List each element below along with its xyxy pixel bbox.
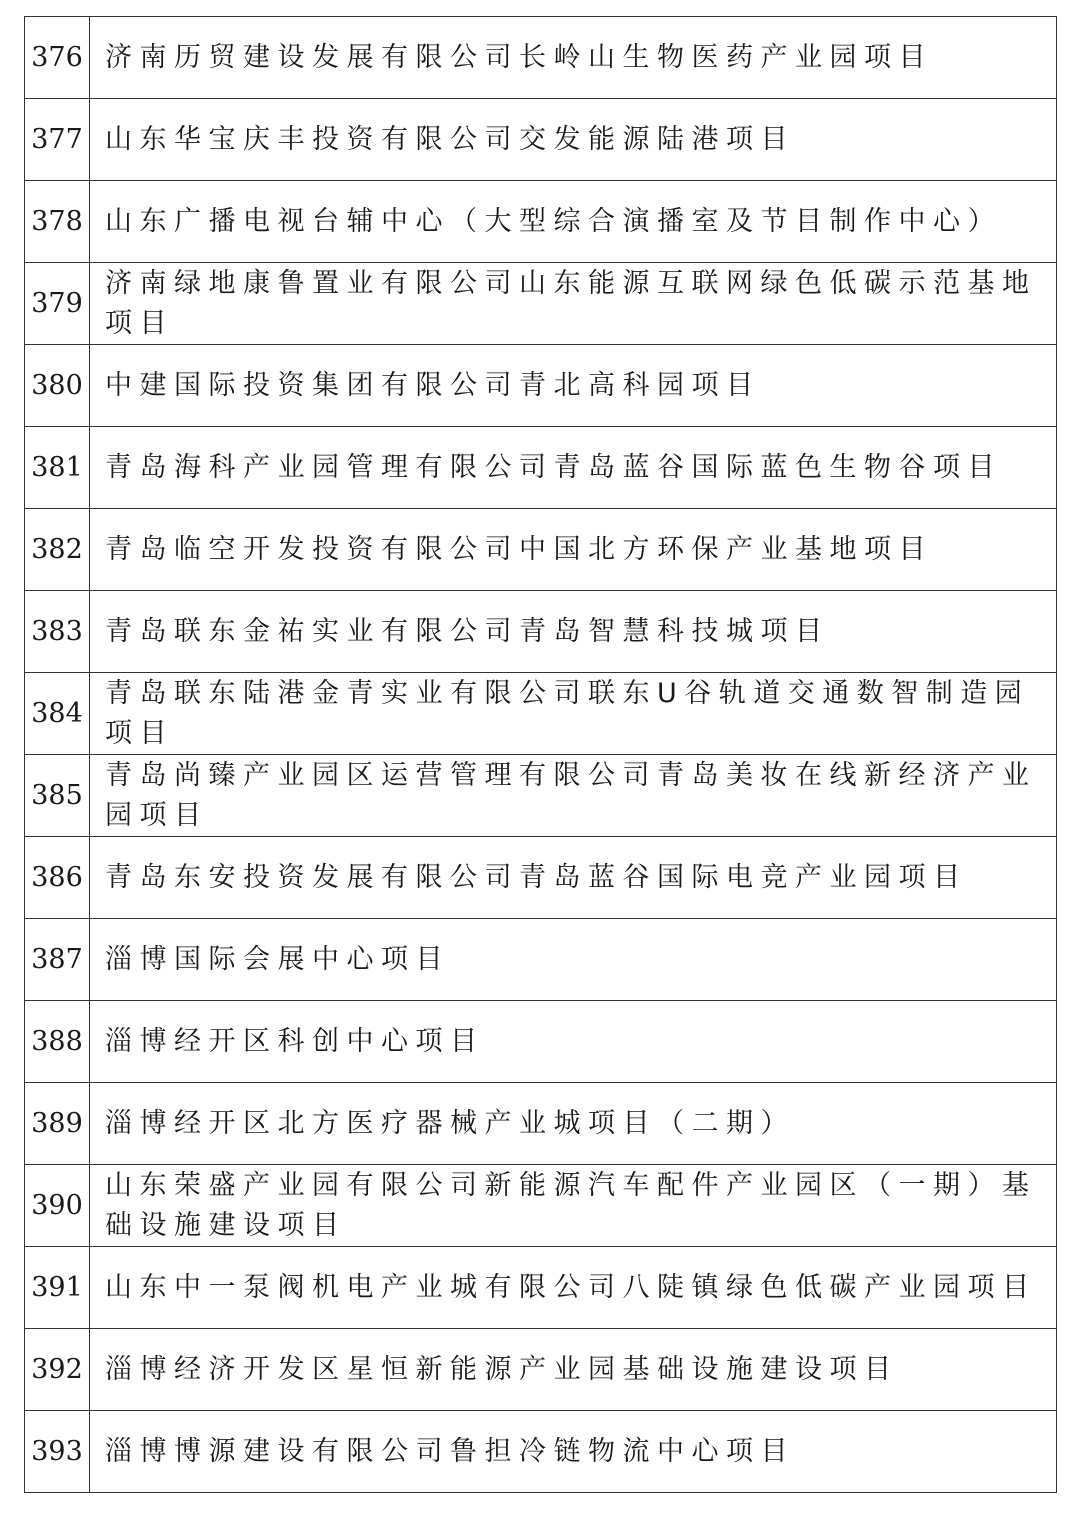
table-row <box>25 99 1056 181</box>
project-name: 青岛东安投资发展有限公司青岛蓝谷国际电竞产业园项目 <box>105 861 968 893</box>
project-name: 山东中一泵阀机电产业城有限公司八陡镇绿色低碳产业园项目 <box>105 1271 1037 1303</box>
project-name: 济南绿地康鲁置业有限公司山东能源互联网绿色低碳示范基地项目 <box>105 267 1037 339</box>
row-number: 377 <box>25 99 90 180</box>
table-row <box>25 345 1056 427</box>
row-number: 385 <box>25 755 90 836</box>
row-number: 386 <box>25 837 90 918</box>
project-name: 山东荣盛产业园有限公司新能源汽车配件产业园区（一期）基础设施建设项目 <box>105 1169 1037 1241</box>
row-number: 383 <box>25 591 90 672</box>
project-name: 青岛联东金祐实业有限公司青岛智慧科技城项目 <box>105 615 830 647</box>
table-row <box>25 1329 1056 1411</box>
table-row <box>25 755 1056 837</box>
table-row <box>25 673 1056 755</box>
project-name: 淄博博源建设有限公司鲁担冷链物流中心项目 <box>105 1435 795 1467</box>
table-row <box>25 1083 1056 1165</box>
project-name: 山东广播电视台辅中心（大型综合演播室及节目制作中心） <box>105 205 1002 237</box>
project-name: 山东华宝庆丰投资有限公司交发能源陆港项目 <box>105 123 795 155</box>
row-number: 390 <box>25 1165 90 1246</box>
project-name: 中建国际投资集团有限公司青北高科园项目 <box>105 369 761 401</box>
row-number: 384 <box>25 673 90 754</box>
project-name: 青岛联东陆港金青实业有限公司联东U谷轨道交通数智制造园项目 <box>105 677 1030 749</box>
table-row <box>25 263 1056 345</box>
row-number: 379 <box>25 263 90 344</box>
row-number: 380 <box>25 345 90 426</box>
table-row <box>25 17 1056 99</box>
table-row <box>25 1411 1056 1493</box>
project-name: 淄博经开区科创中心项目 <box>105 1025 485 1057</box>
table-row <box>25 1001 1056 1083</box>
table-row <box>25 1165 1056 1247</box>
table-row <box>25 509 1056 591</box>
project-name: 淄博国际会展中心项目 <box>105 943 450 975</box>
table-row <box>25 427 1056 509</box>
row-number: 381 <box>25 427 90 508</box>
table-row <box>25 591 1056 673</box>
project-name: 青岛海科产业园管理有限公司青岛蓝谷国际蓝色生物谷项目 <box>105 451 1002 483</box>
project-name: 淄博经济开发区星恒新能源产业园基础设施建设项目 <box>105 1353 899 1385</box>
row-number: 376 <box>25 17 90 98</box>
row-number: 382 <box>25 509 90 590</box>
project-name: 淄博经开区北方医疗器械产业城项目（二期） <box>105 1107 795 1139</box>
row-number: 389 <box>25 1083 90 1164</box>
table-row <box>25 1247 1056 1329</box>
row-number: 378 <box>25 181 90 262</box>
row-number: 387 <box>25 919 90 1000</box>
row-number: 388 <box>25 1001 90 1082</box>
project-name: 青岛临空开发投资有限公司中国北方环保产业基地项目 <box>105 533 933 565</box>
row-number: 391 <box>25 1247 90 1328</box>
project-name: 济南历贸建设发展有限公司长岭山生物医药产业园项目 <box>105 41 933 73</box>
project-table <box>24 16 1057 1493</box>
project-name: 青岛尚臻产业园区运营管理有限公司青岛美妆在线新经济产业园项目 <box>105 759 1037 831</box>
table-row <box>25 837 1056 919</box>
table-row <box>25 181 1056 263</box>
row-number: 393 <box>25 1411 90 1492</box>
table-row <box>25 919 1056 1001</box>
row-number: 392 <box>25 1329 90 1410</box>
